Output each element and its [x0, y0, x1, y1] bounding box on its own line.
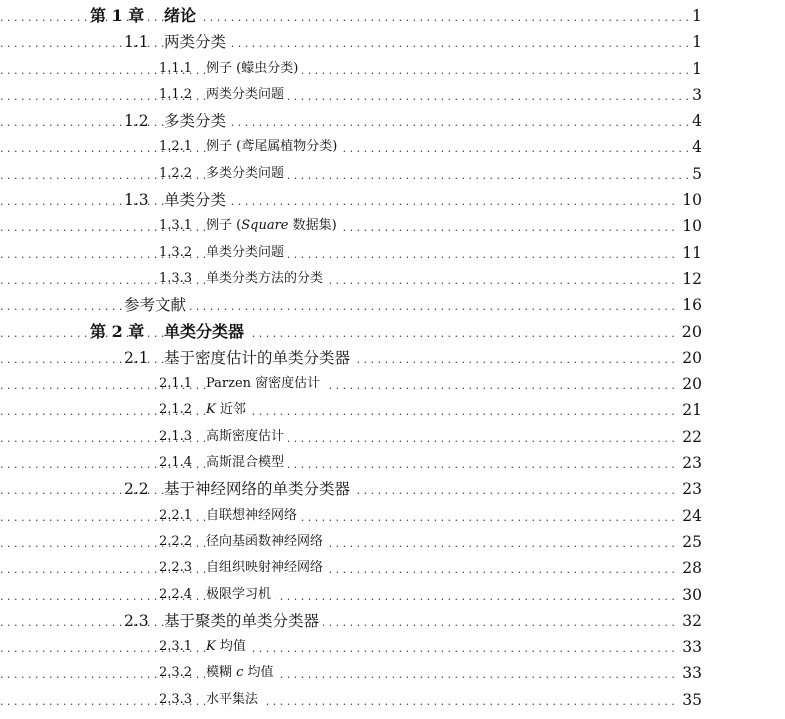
- dot-leader: [0, 582, 699, 608]
- entry-title: 基于聚类的单类分类器: [164, 608, 323, 634]
- entry-title: 单类分类问题: [206, 240, 288, 266]
- page-number: 30: [679, 582, 702, 608]
- entry-number: 2.1: [124, 348, 149, 367]
- entry-number: 2.1.1: [159, 376, 193, 392]
- toc-entry-subsection[interactable]: [0, 82, 785, 108]
- toc-entry-section[interactable]: [0, 108, 785, 134]
- dot-leader: [0, 240, 699, 266]
- page-number: 11: [679, 240, 702, 266]
- toc-entry-subsection[interactable]: [0, 634, 785, 660]
- toc-entry-section[interactable]: [0, 476, 785, 502]
- entry-title: 单类分类: [164, 187, 230, 213]
- entry-number: 2.1.3: [159, 428, 193, 444]
- entry-number: 2.2.1: [159, 507, 193, 523]
- page-number: 21: [679, 397, 702, 423]
- page-number: 24: [679, 503, 702, 529]
- entry-number: 1.1: [124, 33, 149, 52]
- toc-entry-subsection[interactable]: [0, 503, 785, 529]
- page-number: 20: [679, 345, 702, 371]
- page-number: 23: [679, 450, 702, 476]
- entry-number: 1.3.3: [159, 270, 193, 286]
- page-number: 23: [679, 476, 702, 502]
- toc-entry-subsection[interactable]: [0, 56, 785, 82]
- entry-title: 高斯密度估计: [206, 424, 288, 450]
- entry-title: 两类分类问题: [206, 82, 288, 108]
- entry-number: 1.1.1: [159, 60, 193, 76]
- entry-number: 2.2.2: [159, 533, 193, 549]
- entry-number: 2.1.4: [159, 455, 193, 471]
- entry-number: 1.2: [124, 112, 149, 131]
- toc-entry-subsection[interactable]: [0, 582, 785, 608]
- page-number: 10: [679, 187, 702, 213]
- dot-leader: [0, 3, 699, 29]
- toc-entry-section[interactable]: [0, 187, 785, 213]
- entry-title: 例子 (Square 数据集): [206, 213, 341, 239]
- page-number: 32: [679, 608, 702, 634]
- dot-leader: [0, 555, 699, 581]
- dot-leader: [0, 161, 699, 187]
- entry-number: 2.2: [124, 480, 149, 499]
- page-number: 12: [679, 266, 702, 292]
- toc-entry-subsection[interactable]: [0, 424, 785, 450]
- dot-leader: [0, 319, 699, 345]
- page-number: 33: [679, 660, 702, 686]
- entry-number: 1.2.1: [159, 139, 193, 155]
- toc-entry-subsection[interactable]: [0, 266, 785, 292]
- toc-entry-subsection[interactable]: [0, 134, 785, 160]
- entry-number: 1.3.2: [159, 244, 193, 260]
- page-number: 33: [679, 634, 702, 660]
- entry-title: 极限学习机: [206, 582, 275, 608]
- page-number: 4: [689, 108, 702, 134]
- toc-entry-section[interactable]: [0, 345, 785, 371]
- entry-title: 高斯混合模型: [206, 450, 288, 476]
- entry-title: 单类分类器: [164, 319, 248, 345]
- dot-leader: [0, 503, 699, 529]
- dot-leader: [0, 266, 699, 292]
- entry-title: 例子 (蠓虫分类): [206, 56, 302, 82]
- dot-leader: [0, 371, 699, 397]
- entry-number: 第 1 章: [90, 6, 145, 25]
- entry-number: 第 2 章: [90, 321, 145, 341]
- toc-entry-plain[interactable]: [0, 292, 785, 318]
- toc-entry-subsection[interactable]: [0, 660, 785, 686]
- toc-entry-section[interactable]: [0, 29, 785, 55]
- toc-entry-subsection[interactable]: [0, 529, 785, 555]
- dot-leader: [0, 450, 699, 476]
- entry-title: 水平集法: [206, 687, 262, 713]
- page-number: 35: [679, 687, 702, 713]
- toc-entry-subsection[interactable]: [0, 450, 785, 476]
- dot-leader: [0, 29, 699, 55]
- entry-number: 2.3.1: [159, 639, 193, 655]
- entry-title: 基于密度估计的单类分类器: [164, 345, 354, 371]
- dot-leader: [0, 529, 699, 555]
- dot-leader: [0, 187, 699, 213]
- toc-entry-subsection[interactable]: [0, 371, 785, 397]
- dot-leader: [0, 292, 699, 318]
- entry-title: 模糊 c 均值: [206, 660, 278, 686]
- page-number: 1: [689, 3, 702, 29]
- dot-leader: [0, 687, 699, 713]
- page-number: 22: [679, 424, 702, 450]
- entry-title: 自联想神经网络: [206, 503, 301, 529]
- entry-number: 1.3: [124, 191, 149, 210]
- toc-entry-chapter[interactable]: [0, 319, 785, 345]
- entry-title: 两类分类: [164, 29, 230, 55]
- page-number: 16: [679, 292, 702, 318]
- entry-title: 单类分类方法的分类: [206, 266, 327, 292]
- table-of-contents: [0, 3, 785, 713]
- entry-title: 多类分类: [164, 108, 230, 134]
- dot-leader: [0, 213, 699, 239]
- dot-leader: [0, 660, 699, 686]
- dot-leader: [0, 397, 699, 423]
- entry-title: 径向基函数神经网络: [206, 529, 327, 555]
- entry-title: 基于神经网络的单类分类器: [164, 476, 354, 502]
- entry-title: 参考文献: [124, 292, 190, 318]
- toc-entry-subsection[interactable]: [0, 240, 785, 266]
- entry-title: K 均值: [206, 634, 250, 660]
- dot-leader: [0, 56, 699, 82]
- page-number: 20: [679, 319, 702, 345]
- page-number: 25: [679, 529, 702, 555]
- entry-number: 1.1.2: [159, 86, 193, 102]
- page-number: 4: [689, 134, 702, 160]
- entry-number: 1.2.2: [159, 165, 193, 181]
- toc-entry-subsection[interactable]: [0, 397, 785, 423]
- entry-title: K 近邻: [206, 397, 250, 423]
- dot-leader: [0, 424, 699, 450]
- entry-title: 自组织映射神经网络: [206, 555, 327, 581]
- toc-entry-subsection[interactable]: [0, 555, 785, 581]
- page-number: 10: [679, 213, 702, 239]
- toc-entry-chapter[interactable]: [0, 3, 785, 29]
- dot-leader: [0, 134, 699, 160]
- dot-leader: [0, 108, 699, 134]
- entry-number: 2.3.2: [159, 665, 193, 681]
- entry-number: 2.2.3: [159, 560, 193, 576]
- page-number: 20: [679, 371, 702, 397]
- dot-leader: [0, 82, 699, 108]
- entry-number: 2.3: [124, 611, 149, 630]
- entry-number: 2.1.2: [159, 402, 193, 418]
- page-number: 28: [679, 555, 702, 581]
- toc-entry-section[interactable]: [0, 608, 785, 634]
- entry-title: Parzen 窗密度估计: [206, 371, 324, 397]
- entry-title: 多类分类问题: [206, 161, 288, 187]
- toc-entry-subsection[interactable]: [0, 161, 785, 187]
- entry-number: 2.2.4: [159, 586, 193, 602]
- dot-leader: [0, 634, 699, 660]
- page-number: 3: [689, 82, 702, 108]
- page-number: 1: [689, 56, 702, 82]
- toc-entry-subsection[interactable]: [0, 213, 785, 239]
- page-number: 5: [689, 161, 702, 187]
- page-number: 1: [689, 29, 702, 55]
- entry-number: 2.3.3: [159, 691, 193, 707]
- dot-leader: [0, 608, 699, 634]
- entry-title: 例子 (鸢尾属植物分类): [206, 134, 341, 160]
- entry-title: 绪论: [164, 3, 200, 29]
- toc-entry-subsection[interactable]: [0, 687, 785, 713]
- entry-number: 1.3.1: [159, 218, 193, 234]
